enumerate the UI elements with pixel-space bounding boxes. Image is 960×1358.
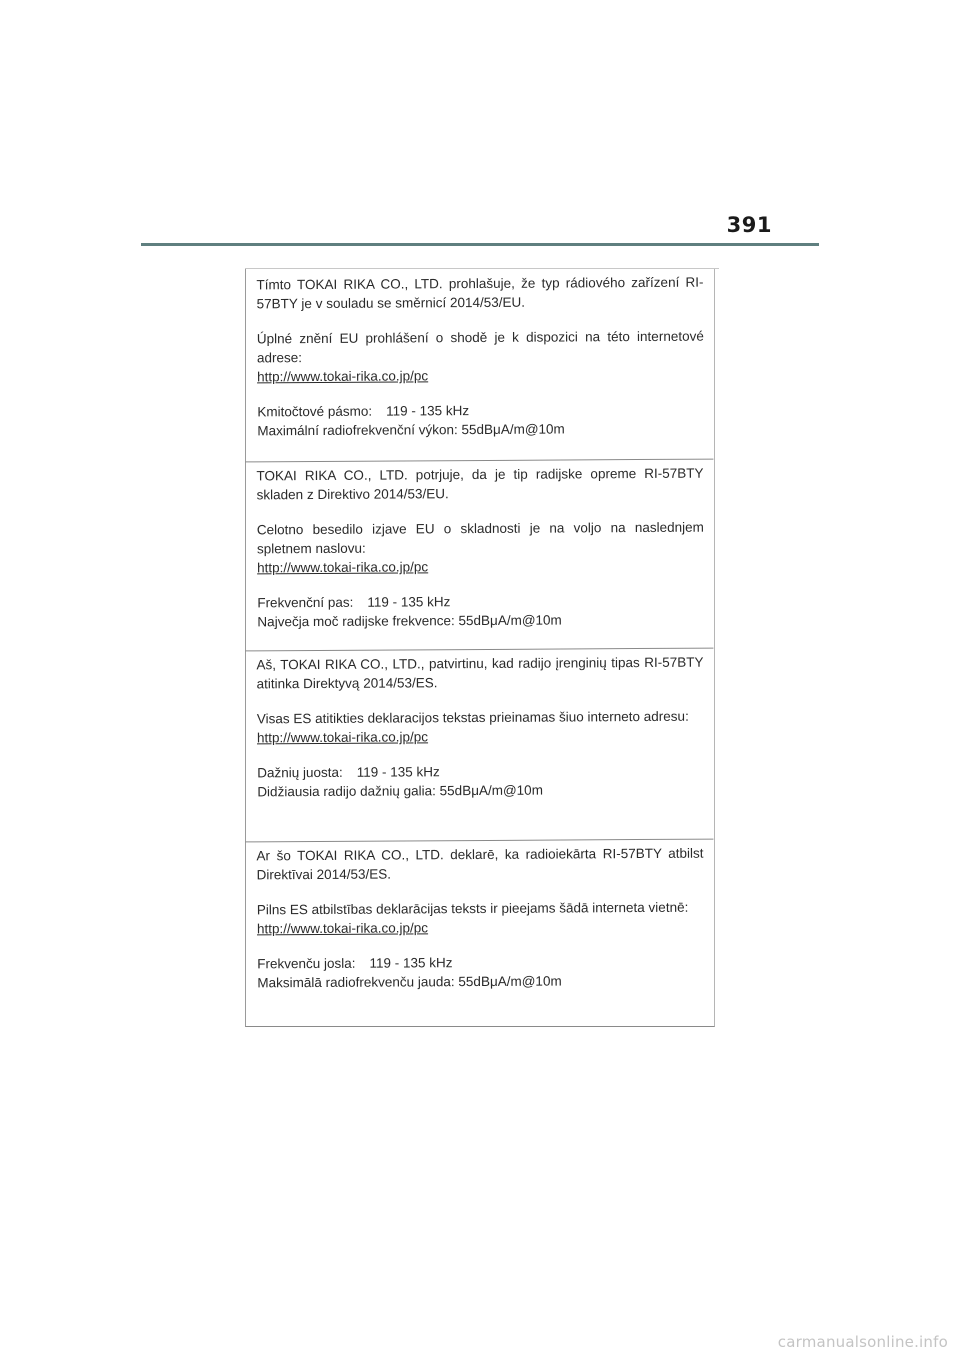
declaration-block-lt xyxy=(245,648,714,842)
declaration-statement: Aš, TOKAI RIKA CO., LTD., patvirtinu, kad radijo įrenginių tipas RI-57BTY atitinka Direktyvą 2014/53/ES. xyxy=(256,654,704,692)
declaration-specs xyxy=(257,761,704,802)
declaration-full-text-intro: Celotno besedilo izjave EU o skladnosti je na voljo na naslednjem spletnem naslovu: xyxy=(256,519,704,557)
declaration-full-text-intro: Visas ES atitikties deklaracijos tekstas prieinamas šiuo interneto adresu: xyxy=(256,708,689,727)
max-power-line: Maximální radiofrekvenční výkon: 55dBμA/m@10m xyxy=(257,421,565,439)
frequency-band-value: 119 - 135 kHz xyxy=(386,403,470,419)
declaration-full-text-intro: Úplné znění EU prohlášení o shodě je k dispozici na této internetové adrese: xyxy=(256,328,704,366)
declaration-specs xyxy=(257,952,704,993)
declaration-statement: Ar šo TOKAI RIKA CO., LTD. deklarē, ka radioiekārta RI-57BTY atbilst Direktīvai 2014/53/ES. xyxy=(256,845,704,883)
declaration-url-link[interactable]: http://www.tokai-rika.co.jp/pc xyxy=(257,559,429,576)
frequency-band-label: Frekvenční pas: xyxy=(257,594,354,611)
max-power-line: Maksimālā radiofrekvenču jauda: 55dBμA/m@10m xyxy=(257,973,562,991)
declaration-url-link[interactable]: http://www.tokai-rika.co.jp/pc xyxy=(256,729,429,746)
page-number: 391 xyxy=(726,213,772,237)
site-watermark: carmanualsonline.info xyxy=(777,1333,948,1351)
frequency-band-label: Frekvenču josla: xyxy=(257,955,356,972)
declarations-table xyxy=(245,268,715,1027)
frequency-band-value: 119 - 135 kHz xyxy=(369,955,453,971)
declaration-url-link[interactable]: http://www.tokai-rika.co.jp/pc xyxy=(256,920,429,937)
declaration-specs xyxy=(257,400,704,441)
frequency-band-label: Dažnių juosta: xyxy=(257,764,343,781)
header-rule xyxy=(141,243,819,246)
max-power-line: Največja moč radijske frekvence: 55dBμA/m@10m xyxy=(257,612,562,630)
frequency-band-label: Kmitočtové pásmo: xyxy=(257,403,373,420)
declaration-block-lv xyxy=(245,839,714,1028)
declaration-block-cs xyxy=(245,267,714,462)
frequency-band-value: 119 - 135 kHz xyxy=(356,764,440,780)
declaration-full-text-intro: Pilns ES atbilstības deklarācijas teksts ir pieejams šādā interneta vietnē: xyxy=(256,899,689,918)
frequency-band-value: 119 - 135 kHz xyxy=(367,594,451,610)
declaration-specs xyxy=(257,591,704,632)
declaration-statement: TOKAI RIKA CO., LTD. potrjuje, da je tip radijske opreme RI-57BTY skladen z Direktivo 2014/53/EU. xyxy=(256,465,704,503)
declaration-url-link[interactable]: http://www.tokai-rika.co.jp/pc xyxy=(257,368,429,385)
declaration-block-sl xyxy=(245,459,714,651)
max-power-line: Didžiausia radijo dažnių galia: 55dBμA/m@10m xyxy=(257,782,543,800)
declaration-statement: Tímto TOKAI RIKA CO., LTD. prohlašuje, že typ rádiového zařízení RI-57BTY je v souladu se směrnicí 2014/53/EU. xyxy=(256,274,704,312)
